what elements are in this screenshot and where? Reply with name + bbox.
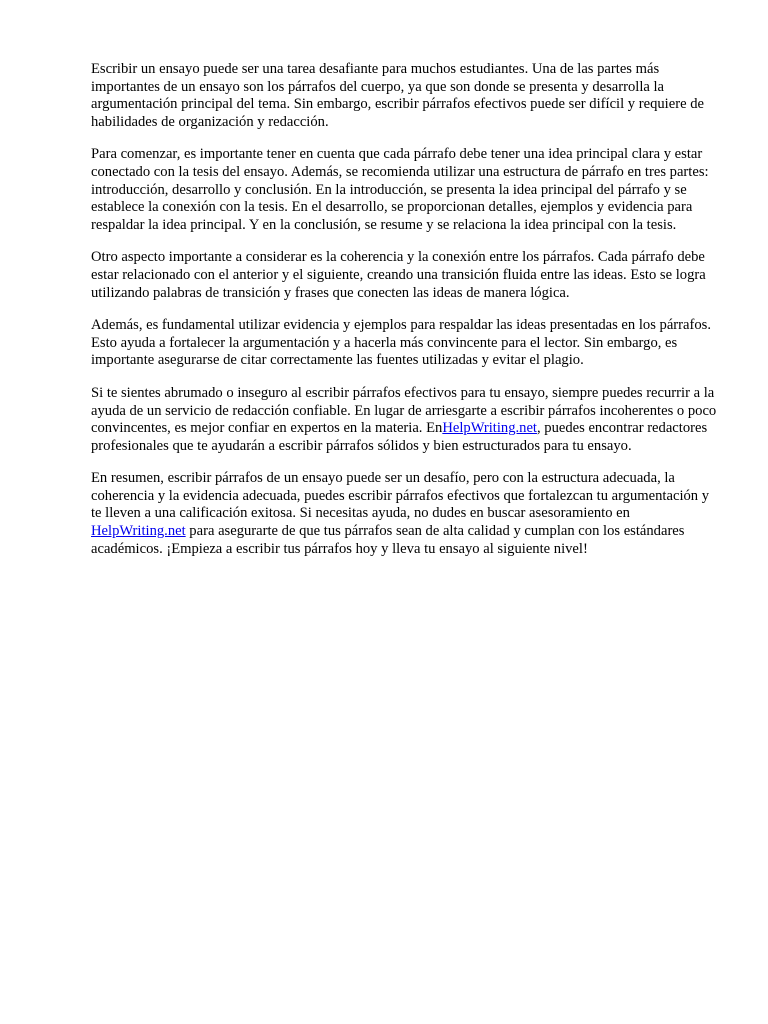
paragraph-evidence: Además, es fundamental utilizar evidencia y ejemplos para respaldar las ideas presentadas en los párrafos. Esto ayuda a fortalecer la argumentación y a hacerla más convincente para el lector. Sin embargo, es importante asegurarse de citar correctamente las fuentes utilizadas y evitar el plagio. (91, 317, 711, 369)
document-page (91, 61, 723, 573)
paragraph-help-service-text-before: Si te sientes abrumado o inseguro al escribir párrafos efectivos para tu ensayo, siempre puedes recurrir a la ayuda de un servicio de redacción confiable. En lugar de arriesgarte a escribir párrafos incoherentes o poco convincentes, es mejor confiar en expertos en la materia. En (91, 384, 717, 437)
paragraph-structure: Para comenzar, es importante tener en cuenta que cada párrafo debe tener una idea principal clara y estar conectado con la tesis del ensayo. Además, se recomienda utilizar una estructura de párrafo en tres partes: introducción, desarrollo y conclusión. En la introducción, se presenta la idea principal del párrafo y se establece la conexión con la tesis. En el desarrollo, se proporcionan detalles, ejemplos y evidencia para respaldar la idea principal. Y en la conclusión, se resume y se relaciona la idea principal con la tesis. (91, 146, 709, 233)
paragraph-help-service (91, 385, 723, 455)
paragraph-summary-text-after: para asegurarte de que tus párrafos sean de alta calidad y cumplan con los estándares académicos. ¡Empieza a escribir tus párrafos hoy y lleva tu ensayo al siguiente nivel! (91, 523, 685, 557)
paragraph-intro: Escribir un ensayo puede ser una tarea desafiante para muchos estudiantes. Una de las partes más importantes de un ensayo son los párrafos del cuerpo, ya que son donde se presenta y desarrolla la argumentación principal del tema. Sin embargo, escribir párrafos efectivos puede ser difícil y requiere de habilidades de organización y redacción. (91, 61, 704, 130)
paragraph-summary-text-before: En resumen, escribir párrafos de un ensayo puede ser un desafío, pero con la estructura adecuada, la coherencia y la evidencia adecuada, puedes escribir párrafos efectivos que fortalezcan tu argumentación y te lleven a una calificación exitosa. Si necesitas ayuda, no dudes en buscar asesoramiento en (91, 470, 710, 522)
paragraph-summary (91, 470, 723, 558)
helpwriting-link[interactable]: HelpWriting.net (442, 420, 537, 437)
helpwriting-link-2[interactable]: HelpWriting.net (91, 523, 186, 540)
paragraph-coherence: Otro aspecto importante a considerar es la coherencia y la conexión entre los párrafos. Cada párrafo debe estar relacionado con el anterior y el siguiente, creando una transición fluida entre las ideas. Esto se logra utilizando palabras de transición y frases que conecten las ideas de manera lógica. (91, 249, 706, 301)
paragraph-help-service-text-after: , puedes encontrar redactores profesionales que te ayudarán a escribir párrafos sólidos y bien estructurados para tu ensayo. (91, 420, 708, 454)
